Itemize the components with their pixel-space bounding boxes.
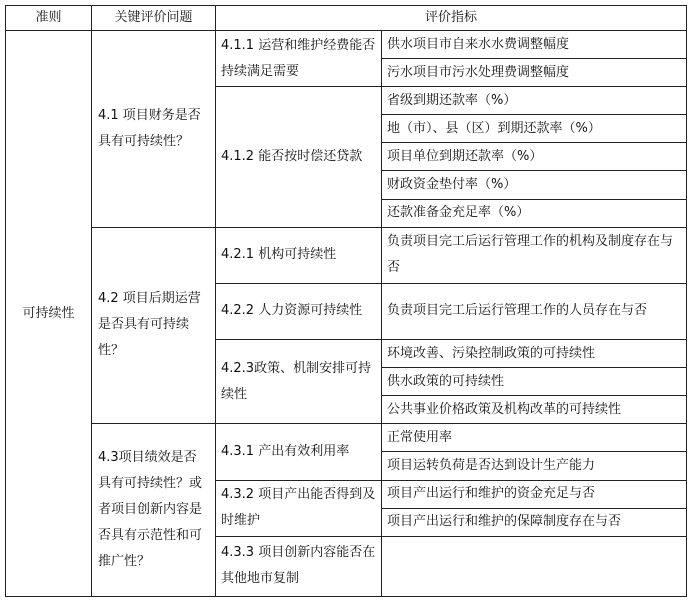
evaluation-table xyxy=(5,5,687,597)
indicator-cell: 供水政策的可持续性 xyxy=(382,368,687,396)
indicator-cell: 省级到期还款率（%） xyxy=(382,87,687,115)
indicator-cell: 供水项目市自来水水费调整幅度 xyxy=(382,31,687,59)
sub-question-4-3-2: 4.3.2 项目产出能否得到及时维护 xyxy=(216,480,382,536)
indicator-cell: 负责项目完工后运行管理工作的机构及制度存在与否 xyxy=(382,227,687,283)
sub-question-4-3-3: 4.3.3 项目创新内容能否在其他地市复制 xyxy=(216,536,382,596)
question-4-1: 4.1 项目财务是否具有可持续性？ xyxy=(92,31,216,228)
indicator-cell: 正常使用率 xyxy=(382,424,687,452)
question-4-2: 4.2 项目后期运营是否具有可持续性？ xyxy=(92,227,216,424)
sub-question-4-2-2: 4.2.2 人力资源可持续性 xyxy=(216,283,382,339)
indicator-cell: 项目产出运行和维护的保障制度存在与否 xyxy=(382,508,687,536)
indicator-cell: 项目单位到期还款率（%） xyxy=(382,143,687,171)
indicator-cell: 还款准备金充足率（%） xyxy=(382,199,687,227)
indicator-cell: 负责项目完工后运行管理工作的人员存在与否 xyxy=(382,283,687,339)
sub-question-4-2-3: 4.2.3政策、机制安排可持续性 xyxy=(216,340,382,424)
question-4-3: 4.3项目绩效是否具有可持续性？或者项目创新内容是否具有示范性和可推广性？ xyxy=(92,424,216,597)
header-indicator: 评价指标 xyxy=(216,6,687,31)
sub-question-4-1-1: 4.1.1 运营和维护经费能否持续满足需要 xyxy=(216,31,382,87)
indicator-cell: 地（市）、县（区）到期还款率（%） xyxy=(382,115,687,143)
sub-question-4-1-2: 4.1.2 能否按时偿还贷款 xyxy=(216,87,382,227)
sub-question-4-2-1: 4.2.1 机构可持续性 xyxy=(216,227,382,283)
indicator-cell: 污水项目市污水处理费调整幅度 xyxy=(382,59,687,87)
header-question: 关键评价问题 xyxy=(92,6,216,31)
header-criterion: 准则 xyxy=(6,6,92,31)
indicator-cell-empty xyxy=(382,536,687,596)
sub-question-4-3-1: 4.3.1 产出有效利用率 xyxy=(216,424,382,480)
indicator-cell: 环境改善、污染控制政策的可持续性 xyxy=(382,340,687,368)
indicator-cell: 项目产出运行和维护的资金充足与否 xyxy=(382,480,687,508)
indicator-cell: 财政资金垫付率（%） xyxy=(382,171,687,199)
criterion-cell: 可持续性 xyxy=(6,31,92,597)
indicator-cell: 项目运转负荷是否达到设计生产能力 xyxy=(382,452,687,480)
indicator-cell: 公共事业价格政策及机构改革的可持续性 xyxy=(382,396,687,424)
